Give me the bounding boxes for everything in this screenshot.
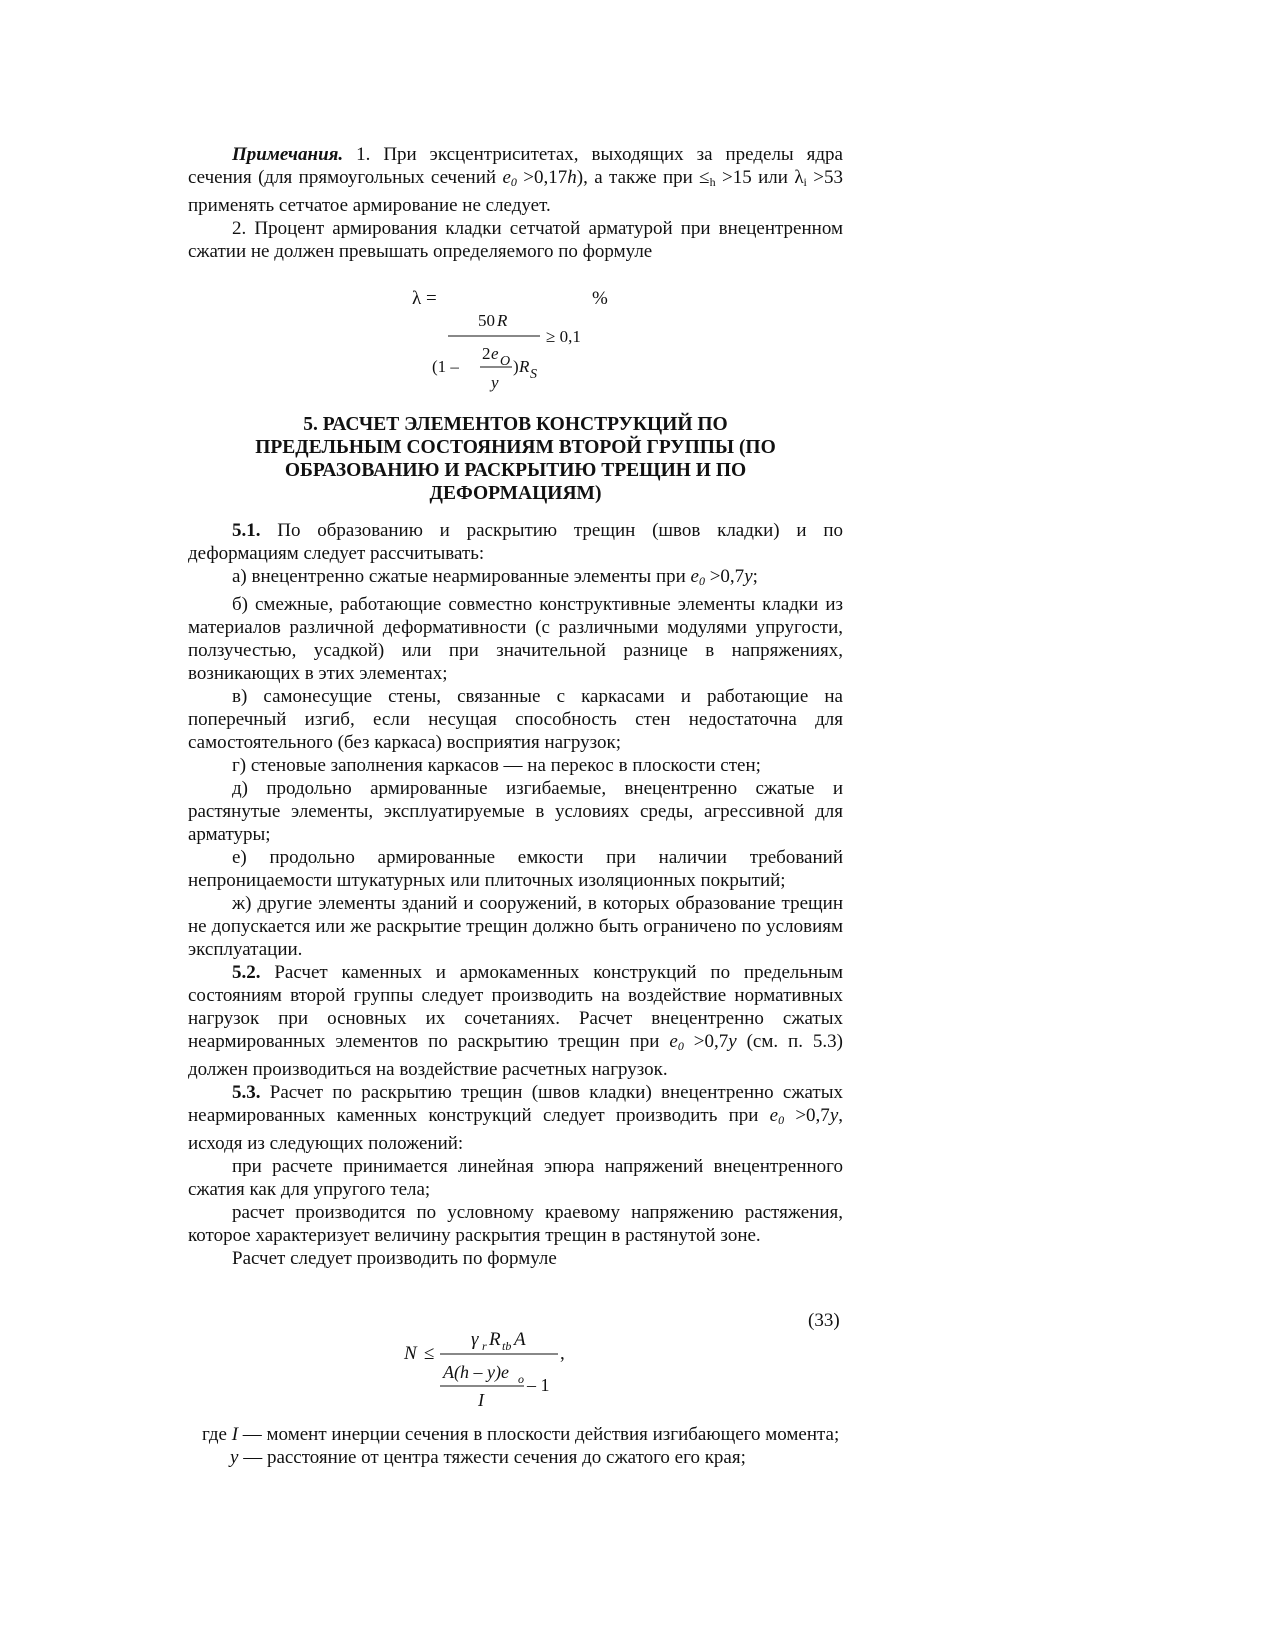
item-g: г) стеновые заполнения каркасов — на перекос в плоскости стен; (232, 755, 761, 776)
svg-text:A: A (514, 1329, 526, 1350)
svg-text:I: I (478, 1390, 484, 1410)
paragraph-5-2: 5.2. Расчет каменных и армокаменных конструкций по предельным состояниям второй группы следует производить на воздействие нормативных нагрузок при основных их сочетаниях. Расчет внецентренно сжатых неармированных элементов по раскрытию трещин при $e_0 >0,7y$ (см. п. 5.3) должен производиться на воздействие расчетных нагрузок. (188, 962, 843, 1080)
section-heading: 5. РАСЧЕТ ЭЛЕМЕНТОВ КОНСТРУКЦИЙ ПО ПРЕДЕЛЬНЫМ СОСТОЯНИЯМ ВТОРОЙ ГРУППЫ (ПО ОБРАЗОВАНИЮ И РАСКРЫТИЮ ТРЕЩИН И ПО ДЕФОРМАЦИЯМ) (255, 414, 776, 504)
formula-intro: Расчет следует производить по формуле (232, 1248, 557, 1269)
position-2: расчет производится по условному краевому напряжению растяжения, которое характеризует величину раскрытия трещин в растянутой зоне. (188, 1202, 843, 1246)
formula-33 (188, 1305, 843, 1415)
svg-text:y: y (491, 373, 499, 392)
svg-text:R: R (489, 1329, 501, 1350)
svg-text:o: o (518, 1372, 524, 1386)
formula-number: (33) (808, 1310, 840, 1331)
definition-y: y — расстояние от центра тяжести сечения до сжатого его края; (230, 1447, 746, 1468)
item-v: в) самонесущие стены, связанные с каркасами и работающие на поперечный изгиб, если несущая способность стен недостаточна для самостоятельного (без каркаса) восприятия нагрузок; (188, 686, 843, 753)
notes-block (188, 143, 843, 263)
formula-reinforcement-percent (400, 280, 630, 397)
item-zh: ж) другие элементы зданий и сооружений, в которых образование трещин не допускается или же раскрытие трещин должно быть ограничено по условиям эксплуатации. (188, 893, 843, 960)
paragraph-5-1: 5.1. По образованию и раскрытию трещин (швов кладки) и по деформациям следует рассчитывать: (188, 520, 843, 564)
svg-text:O: O (500, 354, 511, 369)
note-2: 2. Процент армирования кладки сетчатой арматурой при внецентренном сжатии не должен превышать определяемого по формуле (188, 218, 843, 262)
formula1-numerator: 50 (478, 311, 495, 330)
formula1-lambda: λ = (412, 288, 437, 309)
svg-text:N: N (404, 1343, 417, 1364)
svg-text:– 1: – 1 (527, 1375, 550, 1395)
svg-text:2: 2 (482, 344, 491, 363)
svg-text:r: r (482, 1339, 487, 1353)
svg-text:γ: γ (471, 1329, 479, 1350)
notes-label: Примечания. (232, 144, 344, 165)
svg-text:tb: tb (502, 1339, 512, 1353)
item-e: е) продольно армированные емкости при наличии требований непроницаемости штукатурных или плиточных изоляционных покрытий; (188, 847, 843, 891)
item-a: а) внецентренно сжатые неармированные элементы при $e_0 >0,7y$; (232, 566, 758, 588)
definition-I: где I — момент инерции сечения в плоскости действия изгибающего момента; (202, 1424, 840, 1445)
formula1-percent: % (592, 288, 608, 309)
svg-text:R: R (497, 311, 508, 330)
svg-text:S: S (530, 367, 537, 382)
item-d: д) продольно армированные изгибаемые, внецентренно сжатые и растянутые элементы, эксплуатируемые в условиях среды, агрессивной для арматуры; (188, 778, 843, 845)
svg-text:,: , (560, 1343, 565, 1364)
where-definitions (202, 1423, 843, 1469)
item-b: б) смежные, работающие совместно конструктивные элементы кладки из материалов различной деформативности (с различными модулями упругости, ползучестью, усадкой) или при значительной разнице в напряжениях, возникающих в этих элементах; (188, 594, 843, 684)
position-1: при расчете принимается линейная эпюра напряжений внецентренного сжатия как для упругого тела; (188, 1156, 843, 1200)
section-body (188, 519, 843, 1270)
svg-text:R: R (519, 357, 530, 376)
svg-text:(1 –: (1 – (432, 357, 459, 376)
formula1-ge: ≥ 0,1 (546, 327, 581, 346)
svg-text:e: e (491, 344, 499, 363)
svg-text:≤: ≤ (424, 1343, 435, 1364)
paragraph-5-3: 5.3. Расчет по раскрытию трещин (швов кладки) внецентренно сжатых неармированных каменных конструкций следует производить при $e_0 >0,7y$, исходя из следующих положений: (188, 1082, 843, 1154)
svg-text:A(h – y)e: A(h – y)e (443, 1362, 509, 1382)
svg-text:): ) (513, 357, 519, 376)
note-1: Примечания. 1. При эксцентриситетах, выходящих за пределы ядра сечения (для прямоугольных сечений $e_0 >0,17h$), а также при $\le_h >15$ или $\lambda_i >53$ применять сетчатое армирование не следует. (188, 144, 843, 216)
